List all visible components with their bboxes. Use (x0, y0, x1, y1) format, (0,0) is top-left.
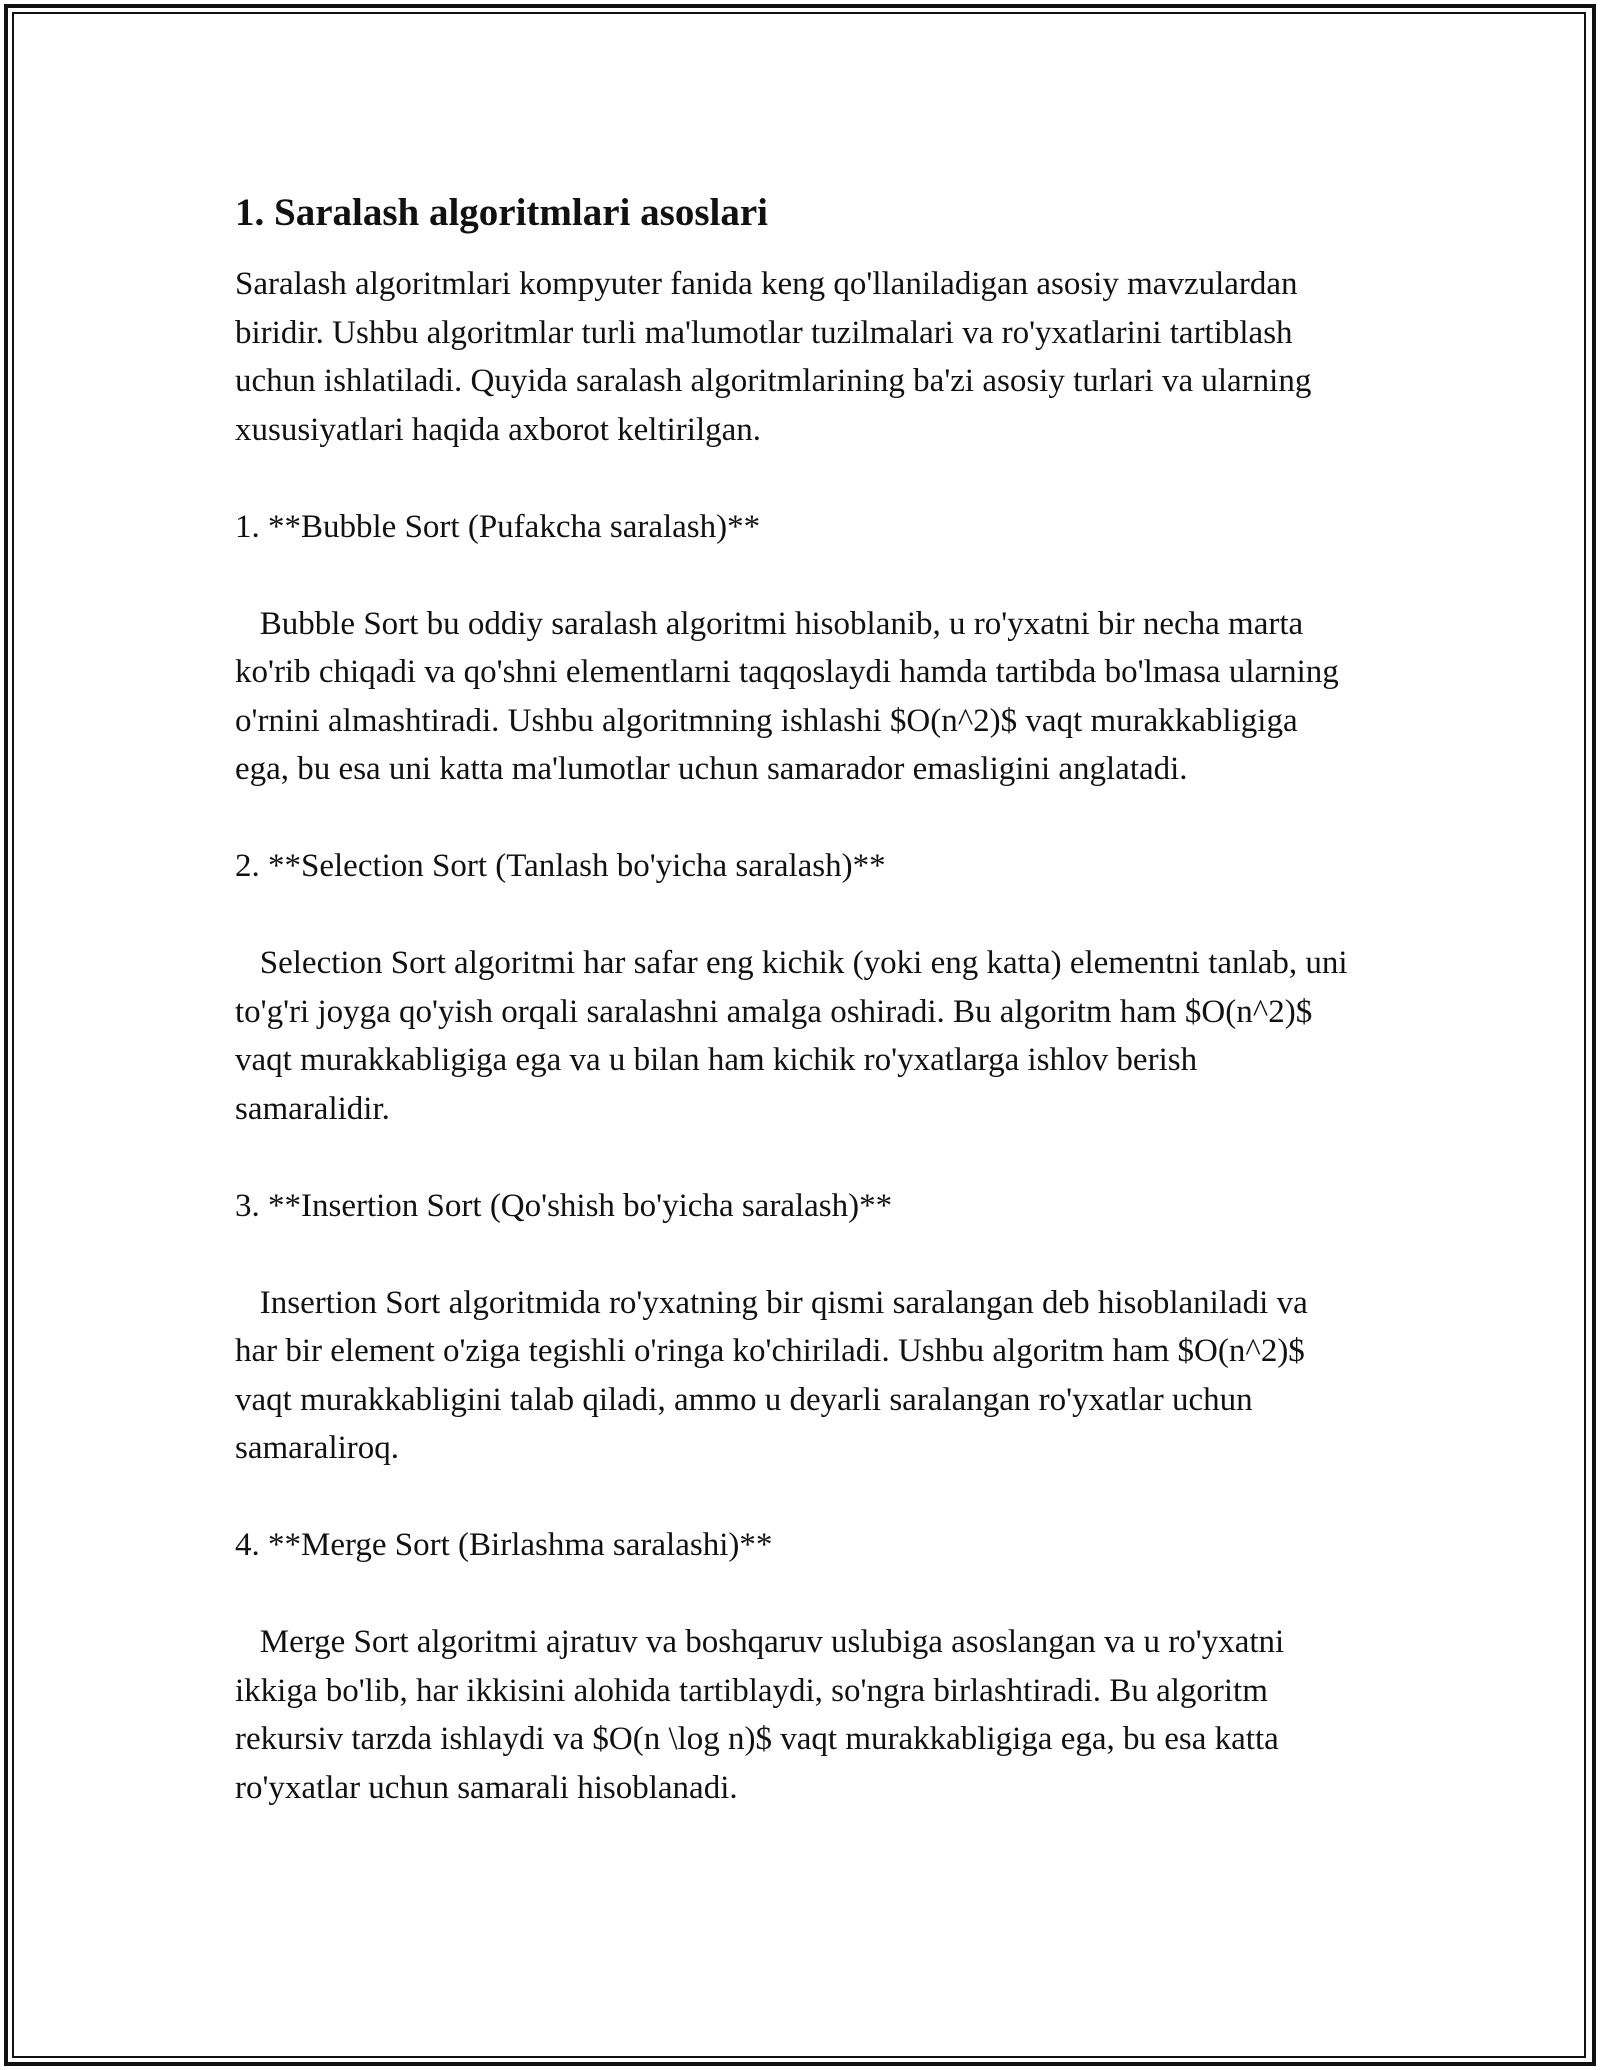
section-heading-insertion-sort: 3. **Insertion Sort (Qo'shish bo'yicha saralash)** (235, 1187, 893, 1224)
intro-paragraph: Saralash algoritmlari kompyuter fanida keng qo'llaniladigan asosiy mavzulardan biridir. Ushbu algoritmlar turli ma'lumotlar tuzilmalari va ro'yxatlarini tartiblash uchun ishlatiladi. Quyida saralash algoritmlarining ba'zi asosiy turlari va ularning xususiyatlari haqida axborot keltirilgan. (235, 266, 1320, 448)
section-heading-bubble-sort: 1. **Bubble Sort (Pufakcha saralash)** (235, 508, 761, 545)
section-heading-merge-sort: 4. **Merge Sort (Birlashma saralashi)** (235, 1527, 773, 1563)
section-heading-selection-sort: 2. **Selection Sort (Tanlash bo'yicha saralash)** (235, 848, 886, 884)
section-body-selection-sort: Selection Sort algoritmi har safar eng kichik (yoki eng katta) elementni tanlab, uni to'g'ri joyga qo'yish orqali saralashni amalga oshiradi. Bu algoritm ham $O(n^2)$ vaqt murakkabligiga ega va u bilan ham kichik ro'yxatlarga ishlov berish samaralidir. (235, 945, 1356, 1127)
section-body-bubble-sort: Bubble Sort bu oddiy saralash algoritmi hisoblanib, u ro'yxatni bir necha marta ko'rib chiqadi va qo'shni elementlarni taqqoslaydi hamda tartibda bo'lmasa ularning o'rnini almashtiradi. Ushbu algoritmning ishlashi $O(n^2)$ vaqt murakkabligiga ega, bu esa uni katta ma'lumotlar uchun samarador emasligini anglatadi. (235, 605, 1348, 787)
section-body-insertion-sort: Insertion Sort algoritmida ro'yxatning bir qismi saralangan deb hisoblaniladi va har bir element o'ziga tegishli o'ringa ko'chiriladi. Ushbu algoritm ham $O(n^2)$ vaqt murakkabligini talab qiladi, ammo u deyarli saralangan ro'yxatlar uchun samaraliroq. (235, 1284, 1316, 1466)
page-title: 1. Saralash algoritmlari asoslari (235, 191, 768, 234)
section-body-merge-sort: Merge Sort algoritmi ajratuv va boshqaruv uslubiga asoslangan va u ro'yxatni ikkiga bo'lib, har ikkisini alohida tartiblaydi, so'ngra birlashtiradi. Bu algoritm rekursiv tarzda ishlaydi va $O(n \log n)$ vaqt murakkabligiga ega, bu esa katta ro'yxatlar uchun samarali hisoblanadi. (235, 1624, 1293, 1806)
document-body (235, 188, 1355, 1812)
